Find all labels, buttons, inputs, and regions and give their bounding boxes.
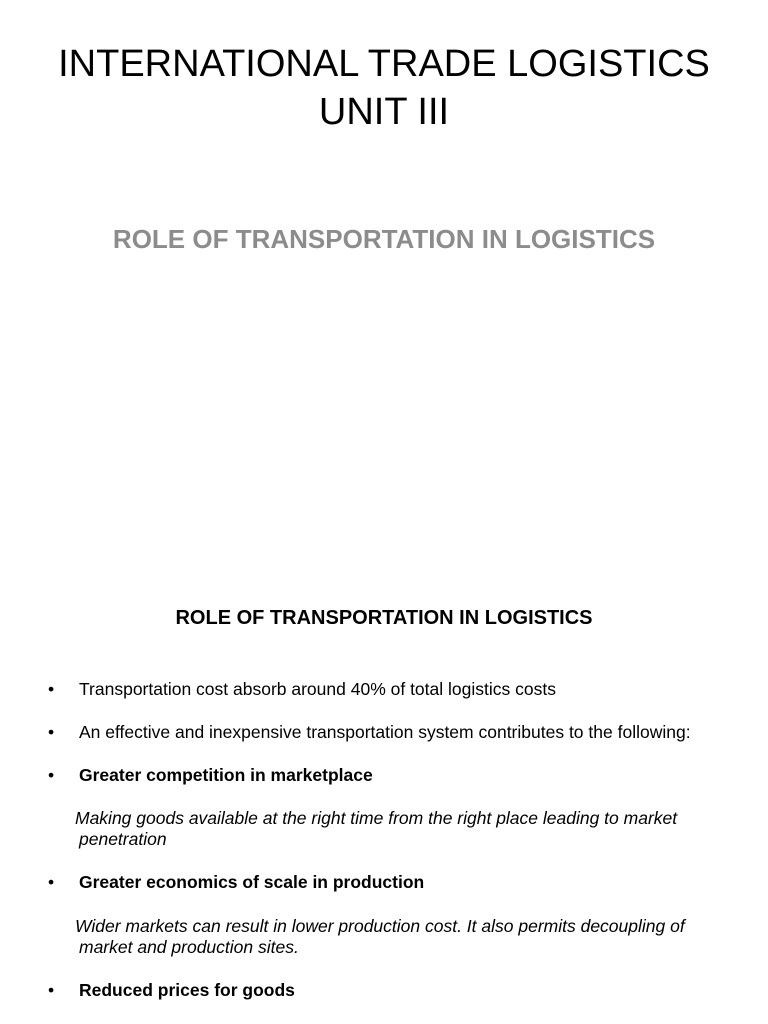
slide-content bbox=[0, 560, 768, 1024]
bullet-list bbox=[48, 679, 738, 1001]
bullet-text: An effective and inexpensive transportation system contributes to the following: bbox=[79, 722, 691, 742]
main-title bbox=[0, 40, 768, 136]
slide-subtitle: ROLE OF TRANSPORTATION IN LOGISTICS bbox=[112, 224, 656, 254]
slide-heading: ROLE OF TRANSPORTATION IN LOGISTICS bbox=[175, 607, 593, 629]
bullet-text: Transportation cost absorb around 40% of total logistics costs bbox=[79, 679, 556, 699]
explanation-text: Wider markets can result in lower production cost. It also permits decoupling of market and production sites. bbox=[75, 916, 685, 957]
bullet-text: Greater competition in marketplace bbox=[79, 765, 373, 785]
main-title-line-2: UNIT III bbox=[318, 91, 450, 133]
bullet-marker: • bbox=[48, 980, 55, 1000]
bullet-item bbox=[48, 980, 738, 1001]
bullet-item bbox=[48, 872, 738, 893]
main-title-line-1: INTERNATIONAL TRADE LOGISTICS bbox=[58, 43, 710, 85]
bullet-marker: • bbox=[48, 872, 55, 892]
bullet-text: Greater economics of scale in production bbox=[79, 872, 425, 892]
bullet-item bbox=[48, 765, 738, 786]
bullet-marker: • bbox=[48, 679, 55, 699]
bullet-marker: • bbox=[48, 765, 55, 785]
explanation-text: Making goods available at the right time from the right place leading to market penetration bbox=[75, 808, 678, 849]
bullet-item bbox=[48, 722, 738, 743]
bullet-item bbox=[48, 679, 738, 700]
bullet-marker: • bbox=[48, 722, 55, 742]
bullet-text: Reduced prices for goods bbox=[79, 980, 295, 1000]
